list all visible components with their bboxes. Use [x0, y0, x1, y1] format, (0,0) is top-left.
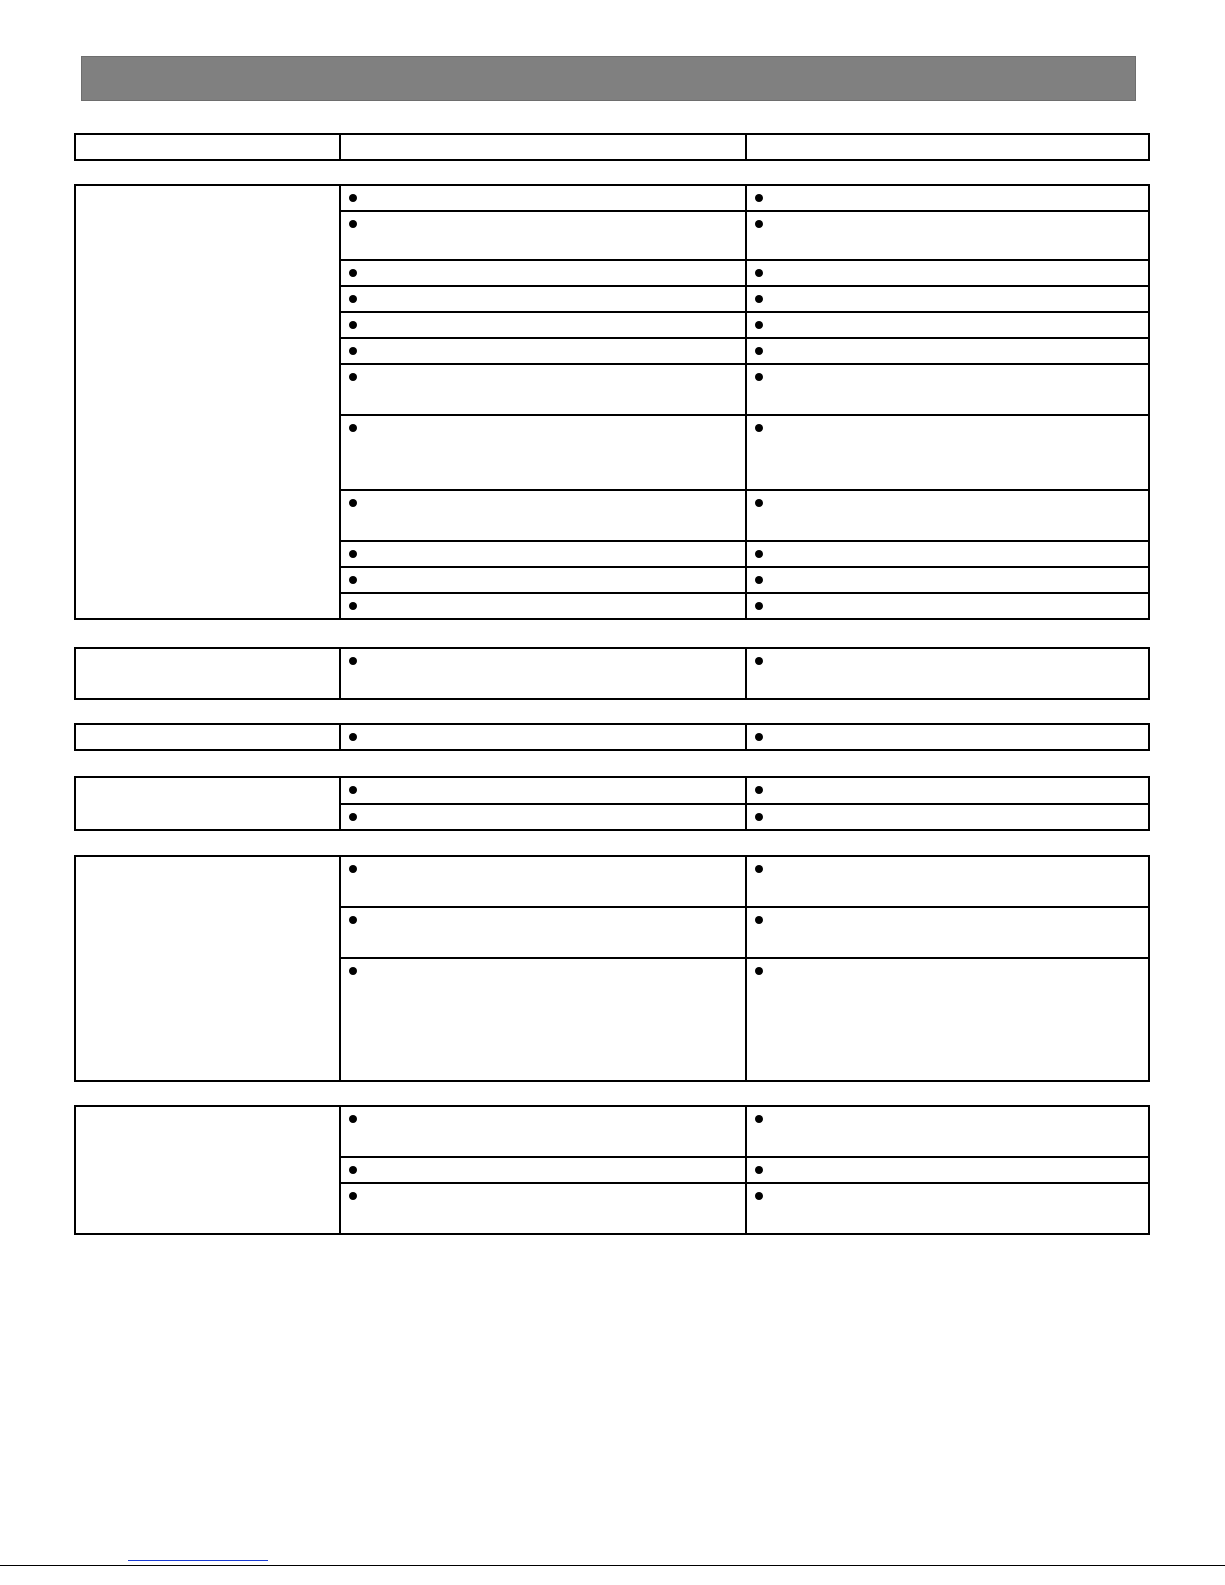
footer-divider	[0, 1565, 1225, 1566]
section-4	[74, 776, 1150, 831]
section-label	[75, 724, 340, 750]
bullet-icon	[755, 657, 763, 665]
bullet-icon	[755, 347, 763, 355]
bullet-icon	[755, 967, 763, 975]
bullet-icon	[349, 194, 357, 202]
bullet-icon	[755, 576, 763, 584]
bullet-icon	[755, 424, 763, 432]
section-2	[74, 647, 1150, 700]
bullet-icon	[349, 295, 357, 303]
section-label	[75, 1106, 340, 1234]
section-3	[74, 723, 1150, 751]
bullet-icon	[349, 373, 357, 381]
bullet-icon	[349, 550, 357, 558]
section-6	[74, 1105, 1150, 1235]
page-title	[81, 56, 1136, 101]
bullet-icon	[349, 657, 357, 665]
bullet-icon	[349, 1166, 357, 1174]
bullet-icon	[755, 295, 763, 303]
header-symptom	[75, 134, 340, 160]
bullet-icon	[755, 321, 763, 329]
bullet-icon	[755, 916, 763, 924]
bullet-icon	[755, 220, 763, 228]
bullet-icon	[349, 733, 357, 741]
bullet-icon	[349, 786, 357, 794]
bullet-icon	[755, 1115, 763, 1123]
bullet-icon	[755, 194, 763, 202]
footer-link[interactable]	[128, 1559, 268, 1561]
section-label	[75, 777, 340, 830]
bullet-icon	[755, 373, 763, 381]
bullet-icon	[755, 550, 763, 558]
bullet-icon	[755, 733, 763, 741]
bullet-icon	[755, 813, 763, 821]
section-label	[75, 648, 340, 699]
bullet-icon	[755, 602, 763, 610]
bullet-icon	[349, 499, 357, 507]
bullet-icon	[755, 786, 763, 794]
bullet-icon	[349, 321, 357, 329]
section-label	[75, 185, 340, 619]
header-cause	[340, 134, 746, 160]
bullet-icon	[349, 967, 357, 975]
header-solution	[746, 134, 1149, 160]
bullet-icon	[349, 916, 357, 924]
section-label	[75, 856, 340, 1081]
bullet-icon	[349, 269, 357, 277]
bullet-icon	[755, 1166, 763, 1174]
table-header	[74, 133, 1150, 161]
bullet-icon	[755, 865, 763, 873]
section-1	[74, 184, 1150, 620]
bullet-icon	[349, 220, 357, 228]
bullet-icon	[349, 576, 357, 584]
bullet-icon	[349, 813, 357, 821]
bullet-icon	[349, 602, 357, 610]
bullet-icon	[349, 347, 357, 355]
bullet-icon	[349, 1115, 357, 1123]
bullet-icon	[349, 865, 357, 873]
bullet-icon	[755, 1192, 763, 1200]
bullet-icon	[349, 1192, 357, 1200]
bullet-icon	[755, 499, 763, 507]
section-5	[74, 855, 1150, 1082]
bullet-icon	[349, 424, 357, 432]
bullet-icon	[755, 269, 763, 277]
